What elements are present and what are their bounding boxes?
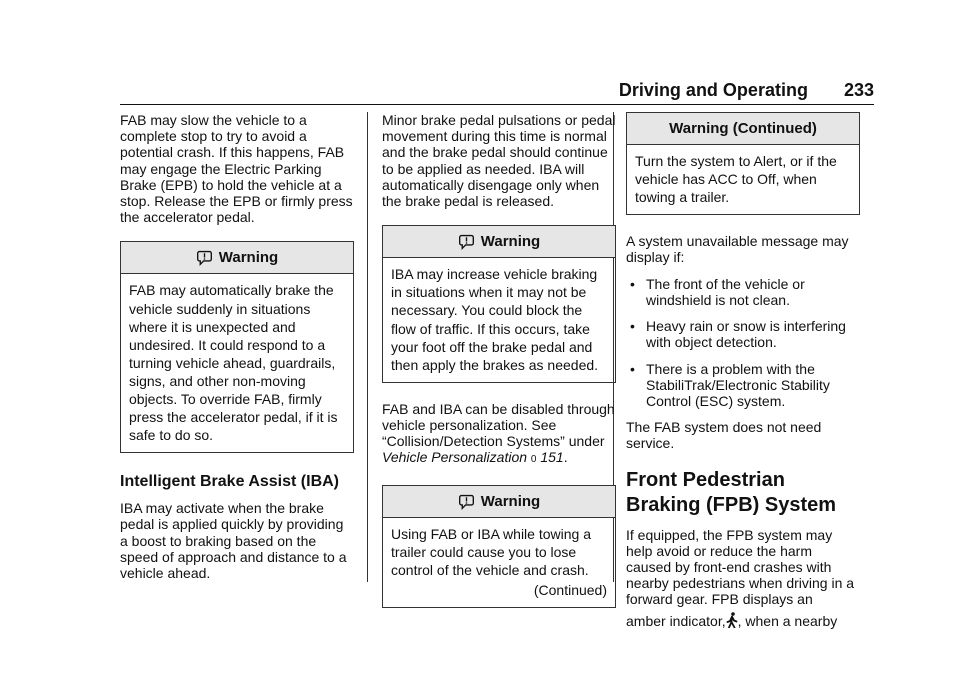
paragraph — [382, 401, 616, 469]
cross-reference-link[interactable]: Vehicle Personalization — [382, 449, 528, 466]
warning-title: Warning (Continued) — [669, 120, 817, 137]
paragraph — [626, 612, 860, 629]
warning-text — [383, 518, 615, 607]
section-heading: Front Pedestrian Braking (FPB) System — [626, 468, 837, 516]
warning-header — [121, 242, 353, 274]
warning-box — [120, 241, 354, 453]
column-1 — [120, 112, 354, 581]
paragraph: FAB may slow the vehicle to a complete stop to try to avoid a potential crash. If this happens, FAB may engage the Electric Parking Brake (EPB) to hold the vehicle at a stop. Release the EPB or firmly press the accelerator pedal. — [120, 112, 353, 226]
list-item — [626, 318, 860, 350]
warning-text: IBA may increase vehicle braking in situations when it may not be necessary. You could block the flow of traffic. If this occurs, take your foot off the brake pedal and then apply the brakes as needed. — [391, 266, 599, 373]
paragraph: Minor brake pedal pulsations or pedal movement during this time is normal and the brake pedal should continue to be applied as needed. IBA will automatically disengage only when the brake pedal is released. — [382, 112, 616, 210]
warning-text: FAB may automatically brake the vehicle suddenly in situations where it is unexpected and undesired. It could respond to a turning vehicle ahead, guardrails, signs, and other non-moving objects. To override FAB, firmly press the accelerator pedal, if it is safe to do so. — [129, 282, 338, 444]
warning-header — [383, 226, 615, 258]
list-item-text: There is a problem with the StabiliTrak/Electronic Stability Control (ESC) system. — [646, 360, 830, 409]
paragraph: A system unavailable message may display if: — [626, 233, 849, 266]
paragraph: If equipped, the FPB system may help avoid or reduce the harm caused by front-end crashes with nearby pedestrians when driving in a forward gear. FPB displays an — [626, 526, 855, 608]
warning-icon — [196, 249, 213, 266]
page-ref-arrow: 0 — [530, 454, 537, 466]
warning-title: Warning — [480, 233, 541, 251]
column-divider — [367, 112, 368, 582]
bullet-icon: • — [630, 275, 635, 292]
continued-label: (Continued) — [533, 581, 607, 598]
column-2 — [382, 112, 616, 608]
warning-text: Turn the system to Alert, or if the vehicle has ACC to Off, when towing a trailer. — [635, 153, 837, 206]
warning-title: Warning — [480, 492, 541, 510]
bullet-icon: • — [630, 360, 635, 377]
section-title: Driving and Operating — [618, 80, 808, 100]
paragraph-text: amber indicator, — [626, 612, 726, 629]
warning-box — [382, 485, 616, 608]
paragraph-end: , when a nearby — [737, 612, 838, 629]
page-number: 233 — [843, 80, 874, 100]
list-item-text: The front of the vehicle or windshield is not clean. — [646, 275, 805, 308]
header-divider — [120, 104, 874, 105]
warning-header — [627, 113, 859, 145]
paragraph: The FAB system does not need service. — [626, 419, 822, 452]
pedestrian-icon — [726, 612, 738, 628]
warning-title: Warning — [218, 249, 279, 267]
warning-header — [383, 486, 615, 518]
column-3 — [626, 112, 860, 629]
paragraph: IBA may activate when the brake pedal is applied quickly by providing a boost to braking based on the speed of approach and distance to a vehicle ahead. — [120, 500, 347, 582]
section-heading: Intelligent Brake Assist (IBA) — [120, 473, 340, 491]
list-item — [626, 276, 860, 308]
bullet-icon: • — [630, 318, 635, 335]
page-ref-number[interactable]: 151 — [540, 449, 564, 466]
warning-box — [382, 225, 616, 383]
paragraph-text: FAB and IBA can be disabled through vehicle personalization. See “Collision/Detection Systems” under — [382, 400, 615, 450]
warning-box — [626, 112, 860, 215]
warning-icon — [458, 233, 475, 250]
page-header — [619, 80, 874, 101]
list-item — [626, 361, 860, 410]
warning-icon — [458, 493, 475, 510]
warning-body: Using FAB or IBA while towing a trailer could cause you to lose control of the vehicle and crash. — [391, 525, 591, 578]
paragraph-end: . — [563, 449, 568, 466]
list-item-text: Heavy rain or snow is interfering with object detection. — [646, 318, 846, 351]
